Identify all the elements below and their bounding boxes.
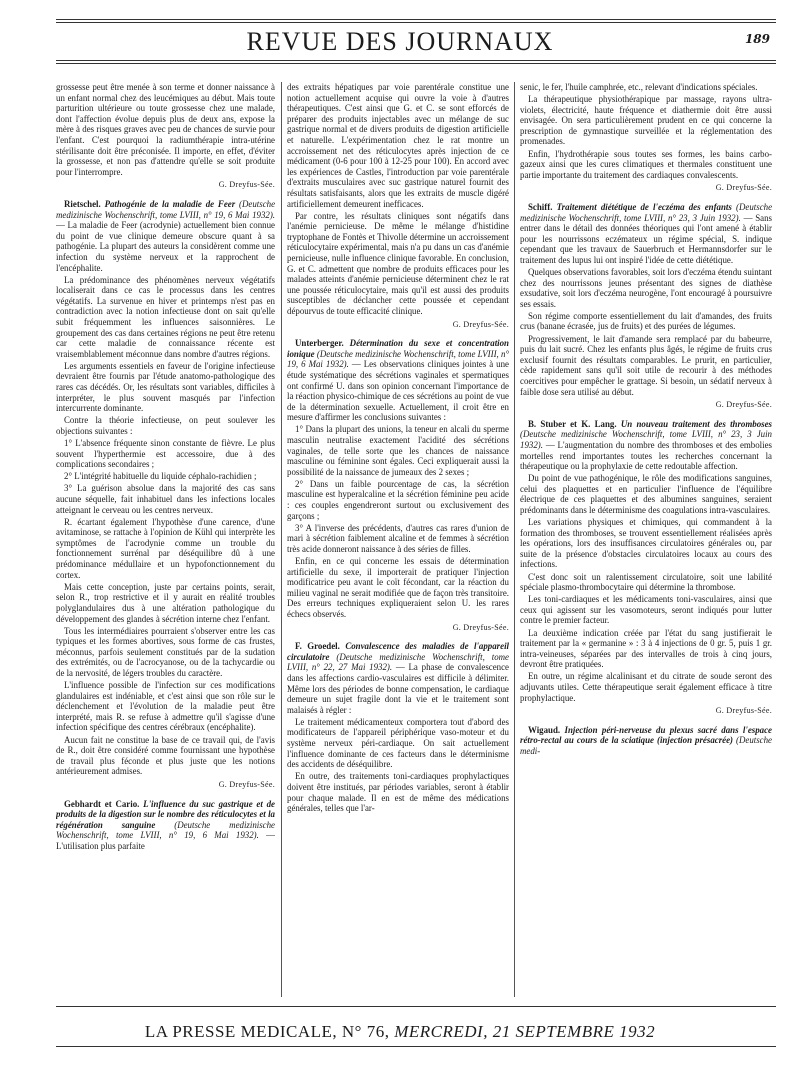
article-author: Schiff. bbox=[528, 201, 553, 212]
paragraph: R. écartant également l'hypothèse d'une carence, d'une avitaminose, se rattache à l'opinion de Kühl qui interprète les symptômes de l'acrodynie comme un trouble du fonctionnement surrénal par déséquilibre dû à une prédominance médullaire et un hypofonctionnement du cortex. bbox=[56, 516, 275, 580]
article-schiff bbox=[520, 202, 772, 411]
article-heading bbox=[56, 799, 275, 852]
article-title: L'influence du suc gastrique et de produits de la digestion sur le nombre des réticulocytes et la régénération sanguine bbox=[56, 798, 275, 830]
signature: G. Dreyfus-Sée. bbox=[218, 779, 275, 789]
paragraph: En outre, un régime alcalinisant et du citrate de soude seront des adjuvants utiles. Cette thérapeutique serait également efficace à titre prophylactique. bbox=[520, 671, 772, 703]
article-rietschel bbox=[56, 199, 275, 791]
paragraph: Les variations physiques et chimiques, qui commandent à la formation des thromboses, se trouvent essentiellement réalisées après les opérations, lors des insuffisances circulatoires générales ou, par suite de la présence d'obstacles circulatoires locaux au cours des infections. bbox=[520, 517, 772, 570]
paragraph: La prédominance des phénomènes nerveux végétatifs localiserait dans ce cas le processus dans les centres végétatifs. La survenue en hiver et printemps n'est pas en contradiction avec la notion infectieuse dont on sait qu'elle subit fréquemment les influences saisonnières. Le groupement des cas dans certaines régions ne peut être retenu car cette maladie de connaissance récente est vraisemblablement méconnue dans nombre d'autres régions. bbox=[56, 274, 275, 359]
article-author: Gebhardt et Cario. bbox=[64, 798, 140, 809]
paragraph: — Les observations cliniques jointes à une étude systématique des sécrétions vaginales et spermatiques ont confirmé U. dans son opinion concernant l'importance de la réaction physico-chimique de ces sécrétions au point de vue de la détermination sexuelle. Actuellement, il croit être en mesure d'affirmer les conclusions suivantes : bbox=[287, 359, 509, 423]
paragraph: L'influence possible de l'infection sur ces modifications glandulaires est indéniable, et c'est ainsi que son rôle sur le déclenchement et l'évolution de la maladie peut être interprété, mais R. se refuse à admettre qu'il s'agisse d'une infection spécifique des centres cérébraux (encéphalite). bbox=[56, 680, 275, 733]
footer-journal: LA PRESSE MEDICALE, N° 76, bbox=[144, 1022, 390, 1041]
paragraph: Du point de vue pathogénique, le rôle des modifications sanguines, celui des plaquettes et en particulier l'influence de l'équilibre électrique de ces plaquettes et des albumines sanguines, seraient prédominants dans le déterminisme des coagulations intra-vasculaires. bbox=[520, 473, 772, 515]
paragraph: des extraits hépatiques par voie parentérale constitue une notion actuellement acquise qui ouvre la voie à d'autres thérapeutiques. C'est ainsi que G. et C. se sont efforcés de préparer des produits injectables avec un mélange de suc gastrique normal et de divers produits de digestion artificielle et naturelle. L'expérimentation chez le rat montre un accroissement net des réticulocytes après injection de ce médicament (0-6 pour 100 à 12-25 pour 100). En accord avec les expériences de Castles, l'introduction par voie parentérale d'extraits musculaires avec suc gastrique naturel fournit des résultats satisfaisants, alors que les extraits de muscle digéré artificiellement demeurent inefficaces. bbox=[287, 82, 509, 209]
article-author: B. Stuber et K. Lang. bbox=[528, 418, 617, 429]
page-footer bbox=[0, 1022, 800, 1042]
article-citation: (Deutsche medi- bbox=[520, 735, 772, 756]
article-citation: (Deutsche medizinische Wochenschrift, tome LVIII, n° 19, 6 Mai 1932). bbox=[287, 348, 509, 370]
paragraph: 3° A l'inverse des précédents, d'autres cas rares d'union de mari à sécrétion faiblement alcaline et de femmes à sécrétion très acide donneront naissance à des séries de filles. bbox=[287, 522, 509, 554]
paragraph: — Sans entrer dans le détail des données théoriques qui l'ont amené à établir pour les nourrissons eczémateux un régime spécial, S. indique cependant que les travaux de Sauerbruch et Hermannsdorfer sur le traitement des lupus lui ont inspiré l'idée de cette diététique. bbox=[520, 212, 772, 265]
signature: G. Dreyfus-Sée. bbox=[452, 622, 509, 632]
paragraph: La deuxième indication créée par l'état du sang justifierait le traitement par la « germanine » : 3 à 4 injections de 0 gr. 5, puis 1 gr. intra-veineuses, séparées par des intervalles de trois à cinq jours, devront être pratiquées. bbox=[520, 627, 772, 670]
article-groedel bbox=[287, 641, 509, 814]
paragraph: C'est donc soit un ralentissement circulatoire, soit une labilité spéciale plasmo-thrombocytaire qui détermine la thrombose. bbox=[520, 571, 772, 593]
paragraph: Mais cette conception, juste par certains points, serait, selon R., trop restrictive et il y aurait en réalité troubles polyglandulaires dus à une altération pathologique du développement des glandes à sécrétion interne chez l'enfant. bbox=[56, 581, 275, 624]
footer-rule bbox=[56, 1006, 776, 1007]
page-number: 189 bbox=[744, 32, 770, 46]
article-author: Wigaud. bbox=[528, 724, 561, 735]
column-separator-1 bbox=[281, 82, 282, 997]
paragraph: grossesse peut être menée à son terme et donner naissance à un enfant normal chez des leucémiques au début. Mais toute parturition ultérieure ou toute grossesse chez une malade, dont l'affection évolue depuis plus de deux ans, expose la mère à des risques graves avec peu de chances de survie pour l'enfant. C'est pourquoi la radiumthérapie intra-utérine stérilisante doit être préconisée. Il importe, en effet, d'éviter la grossesse, et non pas d'attendre qu'elle se soit produite pour l'interrompre. bbox=[56, 82, 275, 177]
paragraph: 2° Dans un faible pourcentage de cas, la sécrétion masculine est hyperalcaline et la sécrétion féminine peu acide : ces couples engendreront surtout ou exclusivement des garçons ; bbox=[287, 478, 509, 521]
paragraph: Aucun fait ne constitue la base de ce travail qui, de l'avis de R., doit être considéré comme fournissant une hypothèse de travail plus féconde et plus juste que les notions antérieurement admises. bbox=[56, 734, 275, 777]
article-wigaud bbox=[520, 725, 772, 757]
paragraph: Contre la théorie infectieuse, on peut soulever les objections suivantes : bbox=[56, 415, 275, 436]
signature: G. Dreyfus-Sée. bbox=[715, 400, 772, 410]
signature: G. Dreyfus-Sée. bbox=[452, 319, 509, 329]
article-author: Rietschel. bbox=[64, 198, 101, 209]
paragraph: Les toni-cardiaques et les médicaments toni-vasculaires, ainsi que ceux qui agissent sur les vasomoteurs, seront indiqués pour lutter contre le premier facteur. bbox=[520, 594, 772, 626]
article-title: Pathogénie de la maladie de Feer bbox=[104, 198, 236, 209]
paragraph: Par contre, les résultats cliniques sont négatifs dans l'anémie pernicieuse. De même le mélange d'histidine tryptophane de Fontès et Thivolle détermine un accroissement réticulocytaire expérimental, mais n'a pu dans un cas d'anémie pernicieuse, nulle influence clinique favorable. En conclusion, G. et C. admettent que nombre de produits efficaces pour les malades atteints d'anémie pernicieuse déterminent chez le rat une poussée réticulocytaire, mais qu'il est aussi des produits susceptibles de déclancher cette poussée et cependant dépourvus de toute efficacité clinique. bbox=[287, 210, 509, 316]
paragraph: En outre, des traitements toni-cardiaques prophylactiques doivent être institués, par périodes variables, seront à établir pour chaque malade. Il en est de même des médications générales, telles que l'ar- bbox=[287, 771, 509, 814]
article-title: Un nouveau traitement des thromboses bbox=[620, 418, 772, 429]
paragraph: Les arguments essentiels en faveur de l'origine infectieuse devraient être fournis par l'étude anatomo-pathologique des rares cas décédés. Or, les résultats sont variables, difficiles à interpréter, le plus souvent masqués par l'infection intercurrente dominante. bbox=[56, 360, 275, 414]
article-author: F. Groedel. bbox=[295, 641, 340, 652]
article-heading bbox=[287, 338, 509, 423]
article-unterberger bbox=[287, 338, 509, 633]
paragraph: Son régime comporte essentiellement du lait d'amandes, des fruits crus (banane écrasée, jus de fruits) et des purées de légumes. bbox=[520, 310, 772, 332]
article-author: Unterberger. bbox=[295, 338, 344, 349]
column-separator-2 bbox=[514, 82, 515, 997]
signature: G. Dreyfus-Sée. bbox=[715, 183, 772, 193]
paragraph: Quelques observations favorables, soit lors d'eczéma étendu suintant chez des nourrissons jeunes présentant des signes de diathèse exsudative, soit lors d'eczéma neurogène, l'ont encouragé à poursuivre ses essais. bbox=[520, 267, 772, 309]
article-citation: (Deutsche medizinische Wochenschrift, tome LVIII, n° 23, 3 Juin 1932). bbox=[520, 429, 772, 450]
paragraph: Le traitement médicamenteux comportera tout d'abord des modificateurs de l'appareil périphérique vaso-moteur et du système nerveux péri-cardiaque. On sait actuellement l'influence dominante de ces facteurs dans le déterminisme des accidents de déséquilibre. bbox=[287, 716, 509, 770]
paragraph: — L'augmentation du nombre des thromboses et des embolies mortelles rend importantes toutes les recherches concernant la thérapeutique ou la prophylaxie de cette redoutable affection. bbox=[520, 439, 772, 472]
article-citation: (Deutsche medizinische Wochenschrift, tome LVIII, n° 19, 6 Mai 1932). bbox=[56, 198, 275, 220]
article-gebhardt-cario bbox=[56, 799, 275, 852]
footer-date: MERCREDI, 21 SEPTEMBRE 1932 bbox=[394, 1022, 656, 1041]
article-heading bbox=[520, 202, 772, 266]
paragraph: 3° La guérison absolue dans la majorité des cas sans aucune séquelle, fait inhabituel dans les infections locales atteignant le cerveau ou les centres nerveux. bbox=[56, 483, 275, 515]
paragraph: Progressivement, le lait d'amande sera remplacé par du babeurre, puis du lait sucré. Chez les enfants plus âgés, le régime de fruits crus exclusif fournit des résultats comparables. Le prurit, en particulier, cède rapidement sans qu'il soit utile de recourir à des méthodes coercitives pour empêcher le grattage. Si besoin, un sédatif nerveux à faible dose sera utilisé au début. bbox=[520, 333, 772, 397]
column-1 bbox=[56, 82, 275, 992]
paragraph: — La phase de convalescence dans les affections cardio-vasculaires est difficile à délimiter. Même lors des périodes de bonne compensation, le cardiaque demeure un sujet fragile dont la vie et le traitement sont malaisés à régler : bbox=[287, 662, 509, 715]
column-2 bbox=[287, 82, 509, 992]
paragraph: Enfin, l'hydrothérapie sous toutes ses formes, les bains carbo-gazeux ainsi que les cures climatiques et thermales constituent une partie importante du traitement des cardiaques convalescents. bbox=[520, 148, 772, 180]
paragraph: 1° Dans la plupart des unions, la teneur en alcali du sperme masculin neutralise exactement l'acidité des sécrétions vaginales, de telle sorte que les chances de naissance masculine ou féminine sont égales. Ceci expliquerait aussi la possibilité de la naissance de jumeaux des 2 sexes ; bbox=[287, 424, 509, 477]
article-title: Détermination du sexe et concentration ionique bbox=[287, 338, 509, 359]
footer-rule-bottom bbox=[56, 1046, 776, 1047]
article-heading bbox=[520, 725, 772, 757]
article-stuber-lang bbox=[520, 419, 772, 717]
header-rule-bottom-2 bbox=[56, 63, 776, 64]
paragraph: 1° L'absence fréquente sinon constante de fièvre. Le plus souvent l'hyperthermie est accessoire, due à des complications secondaires ; bbox=[56, 438, 275, 470]
signature: G. Dreyfus-Sée. bbox=[218, 180, 275, 190]
paragraph: senic, le fer, l'huile camphrée, etc., relevant d'indications spéciales. bbox=[520, 82, 758, 92]
article-title: Traitement diététique de l'eczéma des enfants bbox=[556, 201, 732, 212]
paragraph: — La maladie de Feer (acrodynie) actuellement bien connue du point de vue clinique demeure obscure quant à sa pathogénie. La plupart des auteurs la considèrent comme une infection du système nerveux et la rapprochent de l'encéphalite. bbox=[56, 220, 275, 273]
article-title: Injection péri-nerveuse du plexus sacré dans l'espace rétro-rectal au cours de la sciatique (injection présacrée) bbox=[520, 724, 772, 746]
article-heading bbox=[56, 199, 275, 273]
paragraph: Enfin, en ce qui concerne les essais de détermination artificielle du sexe, il importerait de pratiquer l'injection modificatrice peu avant le coït fécondant, car la réaction du milieu vaginal ne serait modifiée que de façon très transitoire. Des erreurs techniques expliqueraient selon U. les rares échecs observés. bbox=[287, 556, 509, 619]
article-title: Convalescence des maladies de l'appareil circulatoire bbox=[287, 641, 509, 662]
paragraph: Tous les intermédiaires pourraient s'observer entre les cas typiques et les formes abortives, sous forme de cas frustes, méconnus, parfois seulement constitués par de la sudation des extrémités, ou de l'acrocyanose, ou de la tachycardie ou de la nervosité, de légers troubles du caractère. bbox=[56, 625, 275, 678]
paragraph: La thérapeutique physiothérapique par massage, rayons ultra-violets, électricité, haute fréquence et diathermie doit être aussi envisagée. On sera particulièrement prudent en ce qui concerne la prescription de gymnastique surveillée et la réglementation des promenades. bbox=[520, 94, 772, 147]
header-rule-top bbox=[56, 19, 776, 20]
header-rule-bottom bbox=[56, 60, 776, 61]
article-citation: (Deutsche medizinische Wochenschrift, tome LVIII, n° 19, 6 Mai 1932). bbox=[56, 819, 275, 841]
column-3 bbox=[520, 82, 772, 992]
article-heading bbox=[287, 641, 509, 715]
page-title: REVUE DES JOURNAUX bbox=[246, 27, 554, 56]
header-rule-top-2 bbox=[56, 22, 776, 23]
article-heading bbox=[520, 419, 772, 472]
article-citation: (Deutsche medizinische Wochenschrift, tome LVIII, n° 23, 3 Juin 1932). bbox=[520, 201, 772, 223]
paragraph: 2° L'intégrité habituelle du liquide céphalo-rachidien ; bbox=[64, 471, 257, 482]
paragraph: — L'utilisation plus parfaite bbox=[56, 830, 275, 851]
article-citation: (Deutsche medizinische Wochenschrift, tome LVIII, n° 22, 27 Mai 1932). bbox=[287, 651, 509, 673]
signature: G. Dreyfus-Sée. bbox=[715, 706, 772, 716]
